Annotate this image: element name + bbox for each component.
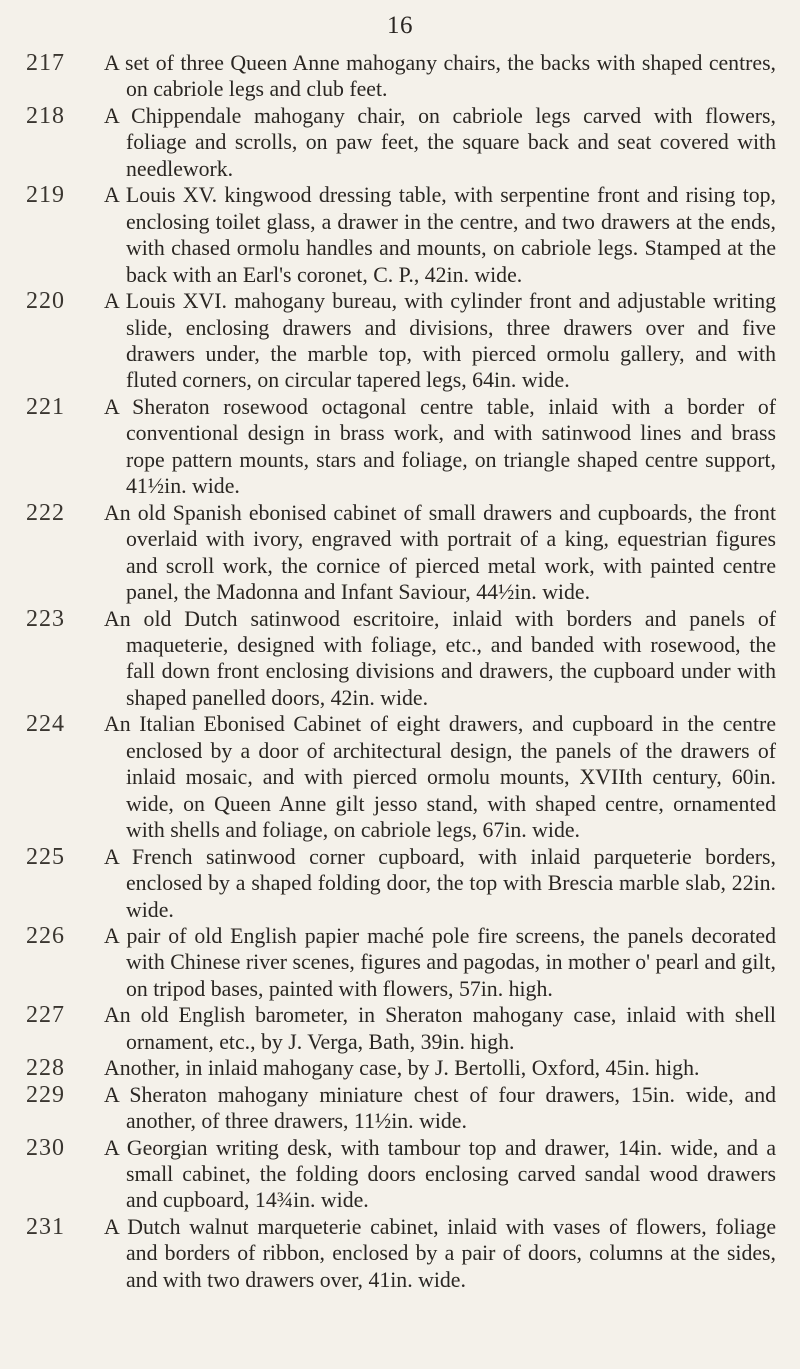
lot-entry [26, 394, 776, 500]
lot-entry [26, 1055, 776, 1081]
lot-description: An old Dutch satinwood escritoire, inlaid with borders and panels of maqueterie, designed with foliage, etc., and banded with rosewood, the fall down front enclosing divisions and drawers, the cupboard under with shaped panelled doors, 42in. wide. [104, 606, 776, 710]
lot-entry [26, 1135, 776, 1214]
lot-entry [26, 103, 776, 182]
lot-description: A pair of old English papier maché pole fire screens, the panels decorated with Chinese river scenes, figures and pagodas, in mother o' pearl and gilt, on tripod bases, painted with flowers, 57in. high. [104, 923, 776, 1001]
lot-number: 228 [26, 1055, 65, 1082]
lot-entry [26, 606, 776, 712]
lot-description: An Italian Ebonised Cabinet of eight drawers, and cupboard in the centre enclosed by a door of architectural design, the panels of the drawers of inlaid mosaic, and with pierced ormolu mounts, XVIIth century, 60in. wide, on Queen Anne gilt jesso stand, with shaped centre, ornamented with shells and foliage, on cabriole legs, 67in. wide. [104, 712, 776, 843]
lot-number: 230 [26, 1134, 65, 1161]
lot-number: 225 [26, 843, 65, 870]
lot-description: An old Spanish ebonised cabinet of small drawers and cupboards, the front overlaid with ivory, engraved with portrait of a king, equestrian figures and scroll work, the cornice of pierced metal work, with painted centre panel, the Madonna and Infant Saviour, 44½in. wide. [104, 500, 776, 605]
lot-number: 221 [26, 393, 65, 420]
lot-description: A Sheraton mahogany miniature chest of four drawers, 15in. wide, and another, of three drawers, 11½in. wide. [104, 1082, 776, 1134]
lot-number: 222 [26, 499, 65, 526]
lot-description: A Chippendale mahogany chair, on cabriole legs carved with flowers, foliage and scrolls, on paw feet, the square back and seat covered with needlework. [104, 103, 776, 181]
lot-entry [26, 288, 776, 394]
lot-description: A Sheraton rosewood octagonal centre table, inlaid with a border of conventional design in brass work, and with satinwood lines and brass rope pattern mounts, stars and foliage, on triangle shaped centre support, 41½in. wide. [104, 394, 776, 499]
lot-number: 226 [26, 922, 65, 949]
lot-entry [26, 923, 776, 1002]
lot-number: 217 [26, 50, 65, 76]
lot-description: A Dutch walnut marqueterie cabinet, inlaid with vases of flowers, foliage and borders of ribbon, enclosed by a pair of doors, columns at the sides, and with two drawers over, 41in. wide. [104, 1214, 776, 1292]
lot-entry [26, 711, 776, 843]
lot-number: 223 [26, 605, 65, 632]
lot-number: 231 [26, 1213, 65, 1240]
lot-number: 224 [26, 711, 65, 738]
lot-number: 220 [26, 288, 65, 315]
lot-entry [26, 1002, 776, 1055]
lot-description: A Louis XV. kingwood dressing table, with serpentine front and rising top, enclosing toilet glass, a drawer in the centre, and two drawers at the ends, with chased ormolu handles and mounts, on cabriole legs. Stamped at the back with an Earl's coronet, C. P., 42in. wide. [104, 183, 776, 287]
lot-entry [26, 50, 776, 103]
page-number: 16 [387, 12, 413, 39]
lot-number: 218 [26, 102, 65, 129]
lot-number: 229 [26, 1081, 65, 1108]
lot-entry [26, 500, 776, 606]
lot-list [26, 50, 776, 1293]
lot-entry [26, 844, 776, 923]
lot-description: A Louis XVI. mahogany bureau, with cylinder front and adjustable writing slide, enclosing drawers and divisions, three drawers over and five drawers under, the marble top, with pierced ormolu gallery, and with fluted corners, on circular tapered legs, 64in. wide. [104, 289, 776, 393]
lot-description: Another, in inlaid mahogany case, by J. Bertolli, Oxford, 45in. high. [104, 1056, 700, 1081]
lot-description: An old English barometer, in Sheraton mahogany case, inlaid with shell ornament, etc., by J. Verga, Bath, 39in. high. [104, 1003, 776, 1054]
lot-number: 219 [26, 182, 65, 209]
lot-entry [26, 182, 776, 288]
lot-entry [26, 1082, 776, 1135]
lot-number: 227 [26, 1002, 65, 1029]
lot-description: A Georgian writing desk, with tambour top and drawer, 14in. wide, and a small cabinet, the folding doors enclosing carved sandal wood drawers and cupboard, 14¾in. wide. [104, 1135, 776, 1213]
lot-entry [26, 1214, 776, 1293]
lot-description: A French satinwood corner cupboard, with inlaid parqueterie borders, enclosed by a shaped folding door, the top with Brescia marble slab, 22in. wide. [104, 844, 776, 922]
lot-description: A set of three Queen Anne mahogany chairs, the backs with shaped centres, on cabriole legs and club feet. [104, 51, 776, 102]
